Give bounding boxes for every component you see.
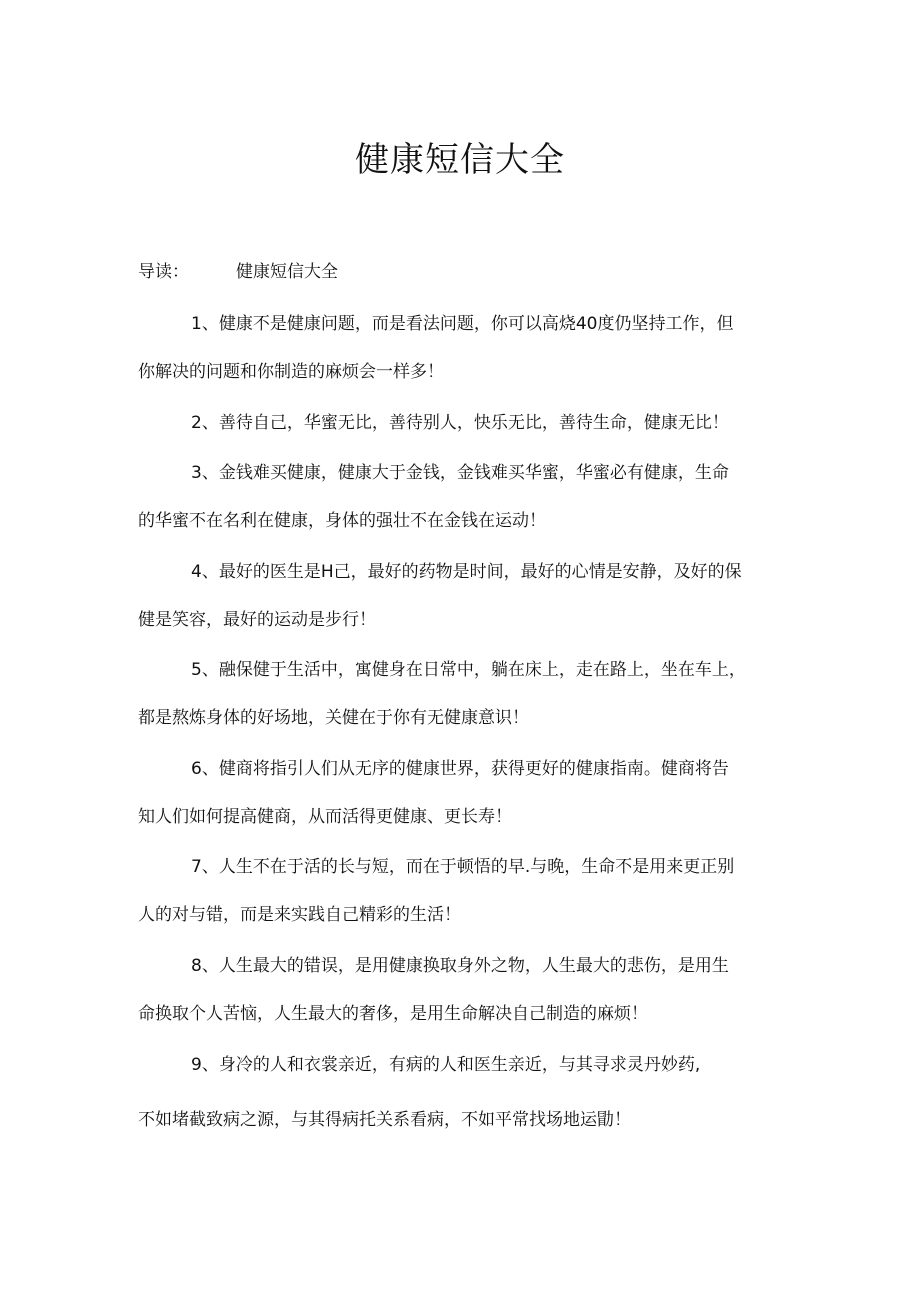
- item-line-2: 不如堵截致病之源，与其得病托关系看病，不如平常找场地运勖！: [138, 1110, 631, 1130]
- item-line-1: 7、人生不在于活的长与短，而在于顿悟的早.与晚，生命不是用来更正别: [191, 857, 735, 877]
- item-line-2: 的华蜜不在名利在健康，身体的强壮不在金钱在运动！: [138, 511, 546, 531]
- item-line-2: 你解决的问题和你制造的麻烦会一样多！: [138, 362, 444, 382]
- item-line-1: 1、健康不是健康问题，而是看法问题，你可以高烧40度仍坚持工作，但: [191, 314, 734, 334]
- intro-text: 健康短信大全: [236, 262, 338, 282]
- item-line-2: 健是笑容，最好的运动是步行！: [138, 610, 376, 630]
- item-line-2: 都是熬炼身体的好场地，关健在于你有无健康意识！: [138, 708, 529, 728]
- item-line-2: 命换取个人苦恼，人生最大的奢侈，是用生命解决自己制造的麻烦！: [138, 1004, 648, 1024]
- item-line-1: 3、金钱难买健康，健康大于金钱，金钱难买华蜜，华蜜必有健康，生命: [191, 463, 729, 483]
- item-line-2: 知人们如何提高健商，从而活得更健康、更长寿！: [138, 807, 512, 827]
- item-line-2: 人的对与错，而是来实践自己精彩的生活！: [138, 905, 461, 925]
- intro-line: [138, 260, 338, 284]
- item-line-1: 2、善待自己，华蜜无比，善待别人，快乐无比，善待生命，健康无比！: [191, 413, 729, 433]
- document-title: 健康短信大全: [355, 140, 565, 180]
- item-line-1: 4、最好的医生是H己，最好的药物是时间，最好的心情是安静，及好的保: [191, 562, 742, 582]
- item-line-1: 8、人生最大的错误，是用健康换取身外之物，人生最大的悲伤，是用生: [191, 956, 729, 976]
- item-line-1: 6、健商将指引人们从无序的健康世界，获得更好的健康指南。健商将告: [191, 759, 729, 779]
- item-line-1: 5、融保健于生活中，寓健身在日常中，躺在床上，走在路上，坐在车上，: [191, 660, 746, 680]
- intro-label: 导读：: [138, 262, 189, 282]
- item-line-1: 9、身冷的人和衣裳亲近，有病的人和医生亲近，与其寻求灵丹妙药,: [191, 1055, 701, 1075]
